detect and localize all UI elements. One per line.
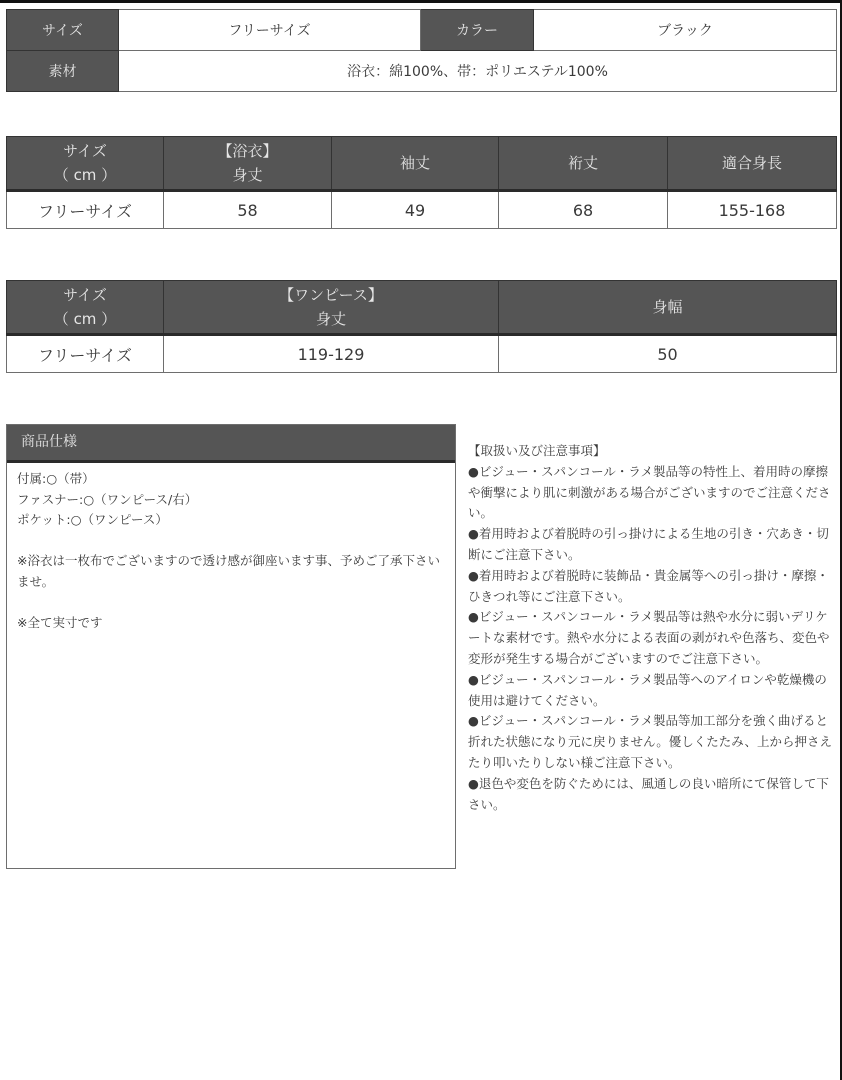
onepiece-header-length	[164, 281, 499, 335]
header-line1: 【ワンピース】	[279, 286, 383, 304]
info-row-material	[7, 51, 837, 92]
onepiece-size-table	[6, 280, 837, 373]
spec-fastener: ファスナー:○（ワンピース/右）	[17, 491, 198, 507]
yukata-header-row	[7, 137, 837, 191]
yukata-header-length	[164, 137, 332, 191]
cell-sleeve-length: 49	[332, 191, 499, 229]
care-item-snag: ●着用時および着脱時の引っ掛けによる生地の引き・穴あき・切断にご注意下さい。	[468, 526, 829, 562]
yukata-row-free-size	[7, 191, 837, 229]
info-row-size-color	[7, 10, 837, 51]
care-item-bending: ●ビジュー・スパンコール・ラメ製品等加工部分を強く曲げると折れた状態になり元に戻りません。優しくたたみ、上から押さえたり叩いたりしない様ご注意下さい。	[468, 713, 833, 770]
cell-fit-height: 155-168	[668, 191, 837, 229]
onepiece-row-free-size	[7, 335, 837, 373]
spec-accessory: 付属:○（帯）	[17, 471, 95, 486]
material-value: 浴衣：綿100%、帯：ポリエステル100%	[119, 51, 837, 92]
onepiece-header-size	[7, 281, 164, 335]
size-label: サイズ	[7, 10, 119, 51]
header-line2: 袖丈	[399, 154, 430, 172]
header-line2: （ cm ）	[53, 310, 117, 328]
spec-body	[7, 463, 455, 639]
spacer	[17, 531, 445, 552]
header-line1: サイズ	[63, 142, 107, 160]
cell-width: 50	[499, 335, 837, 373]
cell-size: フリーサイズ	[7, 191, 164, 229]
header-line2: 身丈	[232, 166, 263, 184]
spec-title: 商品仕様	[7, 425, 455, 463]
onepiece-header-width	[499, 281, 837, 335]
yukata-size-table	[6, 136, 837, 229]
care-item-storage: ●退色や変色を防ぐためには、風通しの良い暗所にて保管して下さい。	[468, 775, 829, 812]
onepiece-header-row	[7, 281, 837, 335]
yukata-header-fit-height	[668, 137, 837, 191]
spec-pocket: ポケット:○（ワンピース）	[17, 512, 168, 527]
product-info-table	[6, 9, 837, 92]
material-label: 素材	[7, 51, 119, 92]
spec-note-actual-size: ※全て実寸です	[17, 614, 103, 630]
yukata-header-yuki-length	[499, 137, 668, 191]
cell-size: フリーサイズ	[7, 335, 164, 373]
header-line2: （ cm ）	[53, 166, 117, 184]
spec-note-sheer: ※浴衣は一枚布でございますので透け感が御座います事、予めご了承下さいませ。	[17, 553, 440, 589]
care-item-accessories: ●着用時および着脱時に装飾品・貴金属等への引っ掛け・摩擦・ひきつれ等にご注意下さい。	[468, 567, 829, 604]
care-item-iron-dryer: ●ビジュー・スパンコール・ラメ製品等へのアイロンや乾燥機の使用は避けてください。	[468, 671, 827, 708]
header-line2: 裄丈	[567, 154, 598, 172]
care-item-heat-moisture: ●ビジュー・スパンコール・ラメ製品等は熱や水分に弱いデリケートな素材です。熱や水分による表面の剥がれや色落ち、変色や変形が発生する場合がございますのでご注意下さい。	[468, 609, 830, 666]
header-line2: 身幅	[652, 298, 683, 316]
yukata-header-sleeve-length	[332, 137, 499, 191]
care-instructions	[468, 441, 834, 815]
product-spec-box	[6, 424, 456, 869]
cell-yuki-length: 68	[499, 191, 668, 229]
cell-length: 119-129	[164, 335, 499, 373]
header-line1: 【浴衣】	[217, 142, 278, 160]
color-value: ブラック	[534, 10, 837, 51]
care-title: 【取扱い及び注意事項】	[468, 443, 606, 458]
yukata-header-size	[7, 137, 164, 191]
color-label: カラー	[421, 10, 534, 51]
size-value: フリーサイズ	[119, 10, 421, 51]
spacer	[17, 592, 445, 613]
cell-length: 58	[164, 191, 332, 229]
header-line1: サイズ	[63, 286, 107, 304]
header-line2: 身丈	[315, 310, 346, 328]
top-edge-bar	[0, 0, 842, 3]
care-item-friction: ●ビジュー・スパンコール・ラメ製品等の特性上、着用時の摩擦や衝撃により肌に刺激がある場合がございますのでご注意ください。	[468, 463, 831, 521]
header-line2: 適合身長	[721, 154, 782, 172]
